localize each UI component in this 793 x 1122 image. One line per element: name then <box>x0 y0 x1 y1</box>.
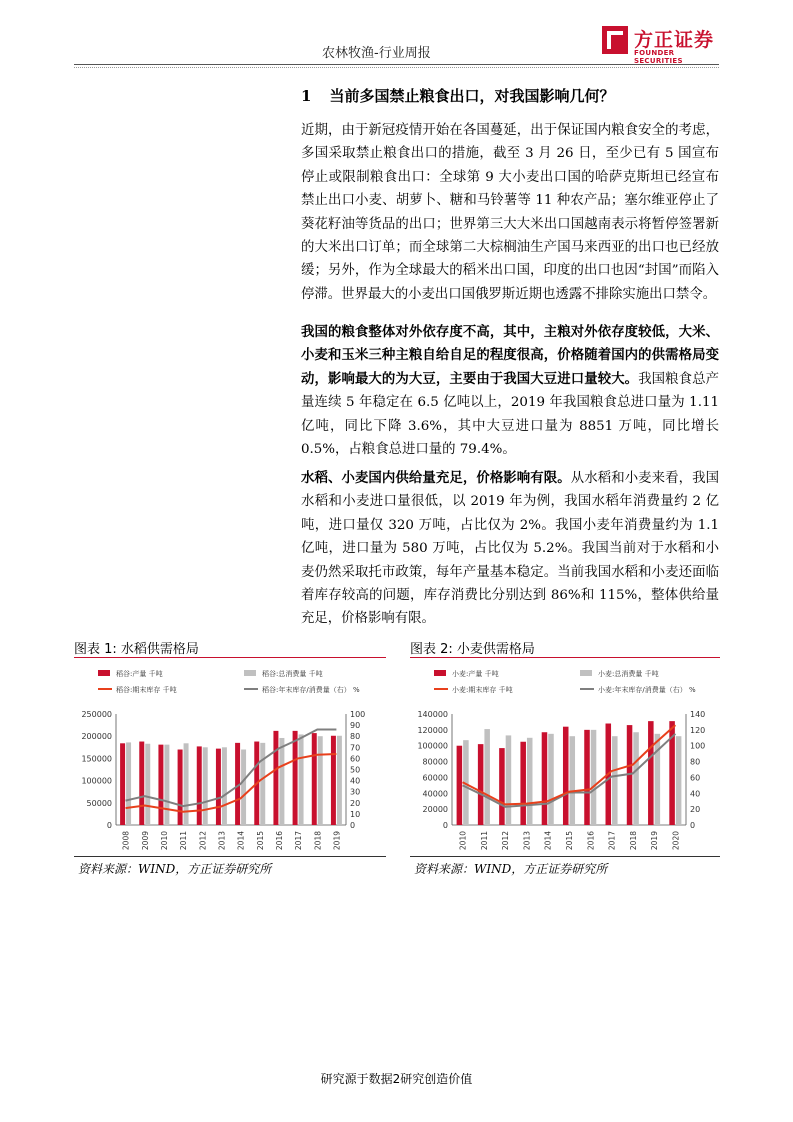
legend-label: 小麦:期末库存 千吨 <box>452 686 513 694</box>
y2-tick-label: 20 <box>690 805 701 815</box>
bar-production <box>520 742 526 825</box>
bar-production <box>312 733 317 825</box>
legend-label: 小麦:总消费量 千吨 <box>598 670 659 678</box>
y-tick-label: 50000 <box>86 798 112 808</box>
y2-tick-label: 60 <box>690 773 701 783</box>
logo-english-name: FOUNDER SECURITIES <box>634 49 683 65</box>
figure-2-source: 资料来源：WIND，方正证券研究所 <box>414 862 608 876</box>
figure-2-title: 图表 2: 小麦供需格局 <box>410 642 535 657</box>
bar-consumption <box>203 747 208 825</box>
figure-1-chart <box>74 660 386 855</box>
y2-tick-label: 80 <box>350 732 361 742</box>
paragraph-3-text: 从水稻和小麦来看，我国水稻和小麦进口量很低，以 2019 年为例，我国水稻年消费量约 2 亿吨，进口量仅 320 万吨，占比仅为 2%。我国小麦年消费量约为 1.1 亿吨，进口量为 580 万吨，占比仅为 5.2%。我国当前对于水稻和小麦仍然采取托市政策，每年产量基本稳定。当前我国水稻和小麦还面临着库存较高的问题，库存消费比分别达到 86%和 115%，整体供给量充足，价格影响有限。 <box>301 471 720 627</box>
y-tick-label: 150000 <box>81 754 112 764</box>
bar-consumption <box>548 734 554 825</box>
bar-consumption <box>241 750 246 825</box>
section-heading <box>301 85 614 106</box>
y2-tick-label: 100 <box>350 710 366 719</box>
legend-swatch <box>434 670 446 676</box>
header-divider <box>74 64 719 65</box>
legend-label: 稻谷:总消费量 千吨 <box>262 670 323 678</box>
x-tick-label: 2012 <box>198 831 208 851</box>
line-stock-ratio <box>126 730 337 807</box>
bar-production <box>197 746 202 825</box>
y2-tick-label: 90 <box>350 721 361 731</box>
x-tick-label: 2016 <box>274 831 284 851</box>
x-tick-label: 2013 <box>522 831 532 851</box>
paragraph-1-text: 近期，由于新冠疫情开始在各国蔓延，出于保证国内粮食安全的考虑，多国采取禁止粮食出口的措施，截至 3 月 26 日，至少已有 5 国宣布停止或限制粮食出口：全球第 9 大小麦出口国的哈萨克斯坦已经宣布禁止出口小麦、胡萝卜、糖和马铃薯等 11 种农产品；塞尔维亚停止了葵花籽油等货品的出口；世界第三大大米出口国越南表示将暂停签署新的大米出口订单；而全球第二大棕榈油生产国马来西亚的出口也已经放缓；另外，作为全球最大的稻米出口国，印度的出口也因“封国”而陷入停滞。世界最大的小麦出口国俄罗斯近期也透露不排除实施出口禁令。 <box>301 123 719 302</box>
paragraph-3 <box>301 467 719 631</box>
bar-consumption <box>337 736 342 825</box>
y2-tick-label: 10 <box>350 809 361 819</box>
x-tick-label: 2017 <box>294 831 304 851</box>
y2-tick-label: 20 <box>350 798 361 808</box>
bar-production <box>563 727 569 825</box>
x-tick-label: 2014 <box>236 831 246 851</box>
bar-consumption <box>633 732 639 825</box>
bar-consumption <box>676 736 682 825</box>
x-tick-label: 2018 <box>313 831 323 851</box>
paragraph-3-bold: 水稻、小麦国内供给量充足，价格影响有限。 <box>301 470 571 486</box>
y2-tick-label: 140 <box>690 710 706 719</box>
y2-tick-label: 100 <box>690 741 706 751</box>
y2-tick-label: 120 <box>690 725 706 735</box>
bar-production <box>216 749 221 825</box>
logo-chinese-name: 方正证券 <box>634 29 715 51</box>
bar-consumption <box>591 730 597 825</box>
paragraph-2 <box>301 321 719 461</box>
y-tick-label: 140000 <box>417 710 448 719</box>
paragraph-2-text: 我国粮食总产量连续 5 年稳定在 6.5 亿吨以上，2019 年我国粮食总进口量为 1.11 亿吨，同比下降 3.6%，其中大豆进口量为 8851 万吨，同比增长 0.5%，占粮食总进口量的 79.4%。 <box>301 371 720 458</box>
logo-mark-icon <box>601 25 629 55</box>
bar-consumption <box>260 743 265 825</box>
figure-2-chart <box>410 660 720 855</box>
bar-consumption <box>527 738 533 825</box>
y-tick-label: 20000 <box>422 805 448 815</box>
line-ending-stock <box>126 754 337 812</box>
header-divider-dotted <box>74 67 719 68</box>
bar-production <box>158 745 163 825</box>
bar-consumption <box>222 747 227 825</box>
bar-consumption <box>318 736 323 825</box>
x-tick-label: 2015 <box>565 831 574 851</box>
figure-2-title-rule <box>410 657 720 658</box>
y-tick-label: 60000 <box>422 773 448 783</box>
x-tick-label: 2010 <box>159 831 169 851</box>
bar-production <box>478 744 484 825</box>
y-tick-label: 100000 <box>81 776 112 786</box>
y2-tick-label: 80 <box>690 757 701 767</box>
bar-production <box>457 746 463 825</box>
y-tick-label: 200000 <box>81 732 112 742</box>
paragraph-2-bold: 我国的粮食整体对外依存度不高，其中，主粮对外依存度较低，大米、小麦和玉米三种主粮自给自足的程度很高，价格随着国内的供需格局变动，影响最大的为大豆，主要由于我国大豆进口量较大。 <box>301 324 719 387</box>
y-tick-label: 40000 <box>422 789 448 799</box>
bar-consumption <box>612 736 618 825</box>
y2-tick-label: 0 <box>690 821 696 830</box>
x-tick-label: 2018 <box>628 831 638 851</box>
line-stock-ratio <box>463 734 676 807</box>
bar-consumption <box>484 729 490 825</box>
y2-tick-label: 40 <box>690 789 701 799</box>
y-tick-label: 100000 <box>417 741 448 751</box>
x-tick-label: 2011 <box>479 831 489 851</box>
y-tick-label: 250000 <box>81 710 112 719</box>
y-tick-label: 0 <box>106 821 112 830</box>
x-tick-label: 2017 <box>607 831 617 851</box>
bar-production <box>584 730 590 825</box>
bar-production <box>648 721 654 825</box>
x-tick-label: 2016 <box>586 831 596 851</box>
y2-tick-label: 60 <box>350 754 361 764</box>
y-tick-label: 80000 <box>422 757 448 767</box>
bar-production <box>331 736 336 825</box>
legend-label: 稻谷:产量 千吨 <box>116 670 163 678</box>
figure-1-title: 图表 1: 水稻供需格局 <box>74 642 199 657</box>
bar-consumption <box>299 734 304 825</box>
bar-production <box>139 742 144 825</box>
y2-tick-label: 30 <box>350 787 361 797</box>
figure-2-bottom-rule <box>410 856 720 857</box>
x-tick-label: 2011 <box>179 831 189 851</box>
legend-label: 稻谷:年末库存/消费量（右） % <box>262 686 360 694</box>
figure-1-source: 资料来源：WIND，方正证券研究所 <box>78 862 272 876</box>
page-footer: 研究源于数据2研究创造价值 <box>320 1072 473 1086</box>
x-tick-label: 2015 <box>255 831 265 851</box>
bar-consumption <box>126 742 131 825</box>
bar-production <box>542 732 548 825</box>
y-tick-label: 120000 <box>417 725 448 735</box>
legend-label: 小麦:年末库存/消费量（右） % <box>598 686 696 694</box>
y2-tick-label: 0 <box>350 821 356 830</box>
section-number: 1 <box>301 87 312 105</box>
paragraph-1 <box>301 119 719 306</box>
legend-swatch <box>244 670 256 676</box>
bar-consumption <box>184 743 189 825</box>
bar-production <box>499 748 505 825</box>
bar-consumption <box>570 736 576 825</box>
company-logo <box>601 25 719 65</box>
bar-consumption <box>145 744 150 825</box>
y-tick-label: 0 <box>442 821 448 830</box>
x-tick-label: 2008 <box>121 831 131 851</box>
bar-production <box>120 743 125 825</box>
x-tick-label: 2010 <box>458 831 468 851</box>
bar-production <box>178 750 183 825</box>
y2-tick-label: 70 <box>350 743 361 753</box>
bar-consumption <box>164 745 169 825</box>
x-tick-label: 2019 <box>650 831 660 851</box>
x-tick-label: 2014 <box>543 831 553 851</box>
figure-1-bottom-rule <box>74 856 386 857</box>
bar-production <box>293 731 298 825</box>
x-tick-label: 2013 <box>217 831 227 851</box>
x-tick-label: 2012 <box>501 831 511 851</box>
legend-swatch <box>580 670 592 676</box>
bar-consumption <box>279 738 284 825</box>
x-tick-label: 2009 <box>140 831 150 851</box>
x-tick-label: 2020 <box>671 831 681 851</box>
report-category: 农林牧渔-行业周报 <box>322 46 431 61</box>
legend-label: 稻谷:期末库存 千吨 <box>116 686 177 694</box>
figure-1-title-rule <box>74 657 386 658</box>
x-tick-label: 2019 <box>332 831 342 851</box>
bar-production <box>273 731 278 825</box>
legend-swatch <box>98 670 110 676</box>
bar-consumption <box>506 735 512 825</box>
y2-tick-label: 50 <box>350 765 361 775</box>
y2-tick-label: 40 <box>350 776 361 786</box>
legend-label: 小麦:产量 千吨 <box>452 670 499 678</box>
section-title: 当前多国禁止粮食出口，对我国影响几何？ <box>329 87 615 105</box>
